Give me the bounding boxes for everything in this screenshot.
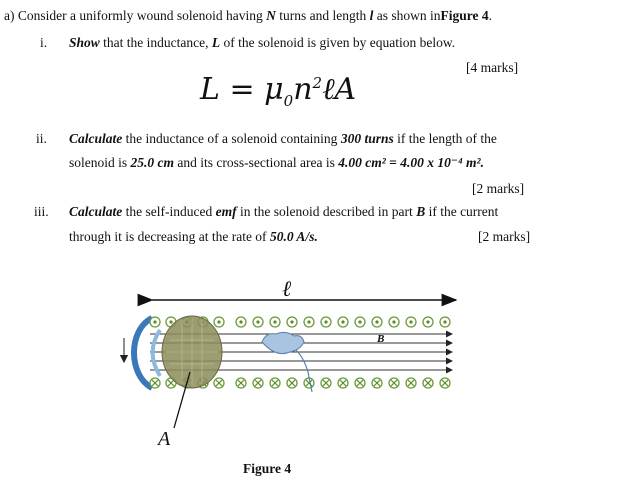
question-i-text: Show that the inductance, L of the solenoid is given by equation below. xyxy=(69,35,456,50)
loop-highlight xyxy=(153,330,161,376)
figure-caption: Figure 4 xyxy=(243,461,292,476)
area-label: A xyxy=(158,428,171,450)
turns-value: 300 turns xyxy=(340,131,394,146)
var-l: l xyxy=(369,8,374,23)
current-loop-arc xyxy=(134,318,152,388)
length-value: 25.0 cm xyxy=(130,155,175,170)
question-i-marks: [4 marks] xyxy=(466,60,519,75)
field-label: B⃗ xyxy=(377,333,393,345)
question-iii-number: iii. xyxy=(34,204,49,219)
question-i-number: i. xyxy=(40,35,48,50)
inductance-formula: $L = \mu_0n^2\ell A$ xyxy=(200,72,357,110)
question-iii-line1: Calculate the self-induced emf in the solenoid described in part B if the current xyxy=(69,204,499,219)
length-symbol: ℓ xyxy=(282,276,292,301)
question-ii-line1: Calculate the inductance of a solenoid containing 300 turns if the length of the xyxy=(69,131,497,146)
question-iii-marks: [2 marks] xyxy=(478,229,531,244)
emf-term: emf xyxy=(215,204,237,219)
question-ii-marks: [2 marks] xyxy=(472,181,525,196)
var-N: N xyxy=(266,8,276,23)
rate-value: 50.0 A/s. xyxy=(269,229,318,244)
question-iii-line2: through it is decreasing at the rate of 50.0 A/s. xyxy=(69,229,318,244)
right-hand-icon xyxy=(262,332,304,353)
question-ii-line2: solenoid is 25.0 cm and its cross-sectional area is 4.00 cm² = 4.00 x 10⁻⁴ m². xyxy=(69,155,484,170)
area-value: 4.00 cm² = 4.00 x 10⁻⁴ m². xyxy=(338,155,484,170)
var-L: L xyxy=(211,35,221,50)
figure-reference: Figure 4 xyxy=(440,8,489,23)
question-ii-number: ii. xyxy=(36,131,47,146)
part-label: a) xyxy=(4,8,15,23)
question-part-a: a) Consider a uniformly wound solenoid having N turns and length l as shown inFigure 4. xyxy=(4,8,492,23)
